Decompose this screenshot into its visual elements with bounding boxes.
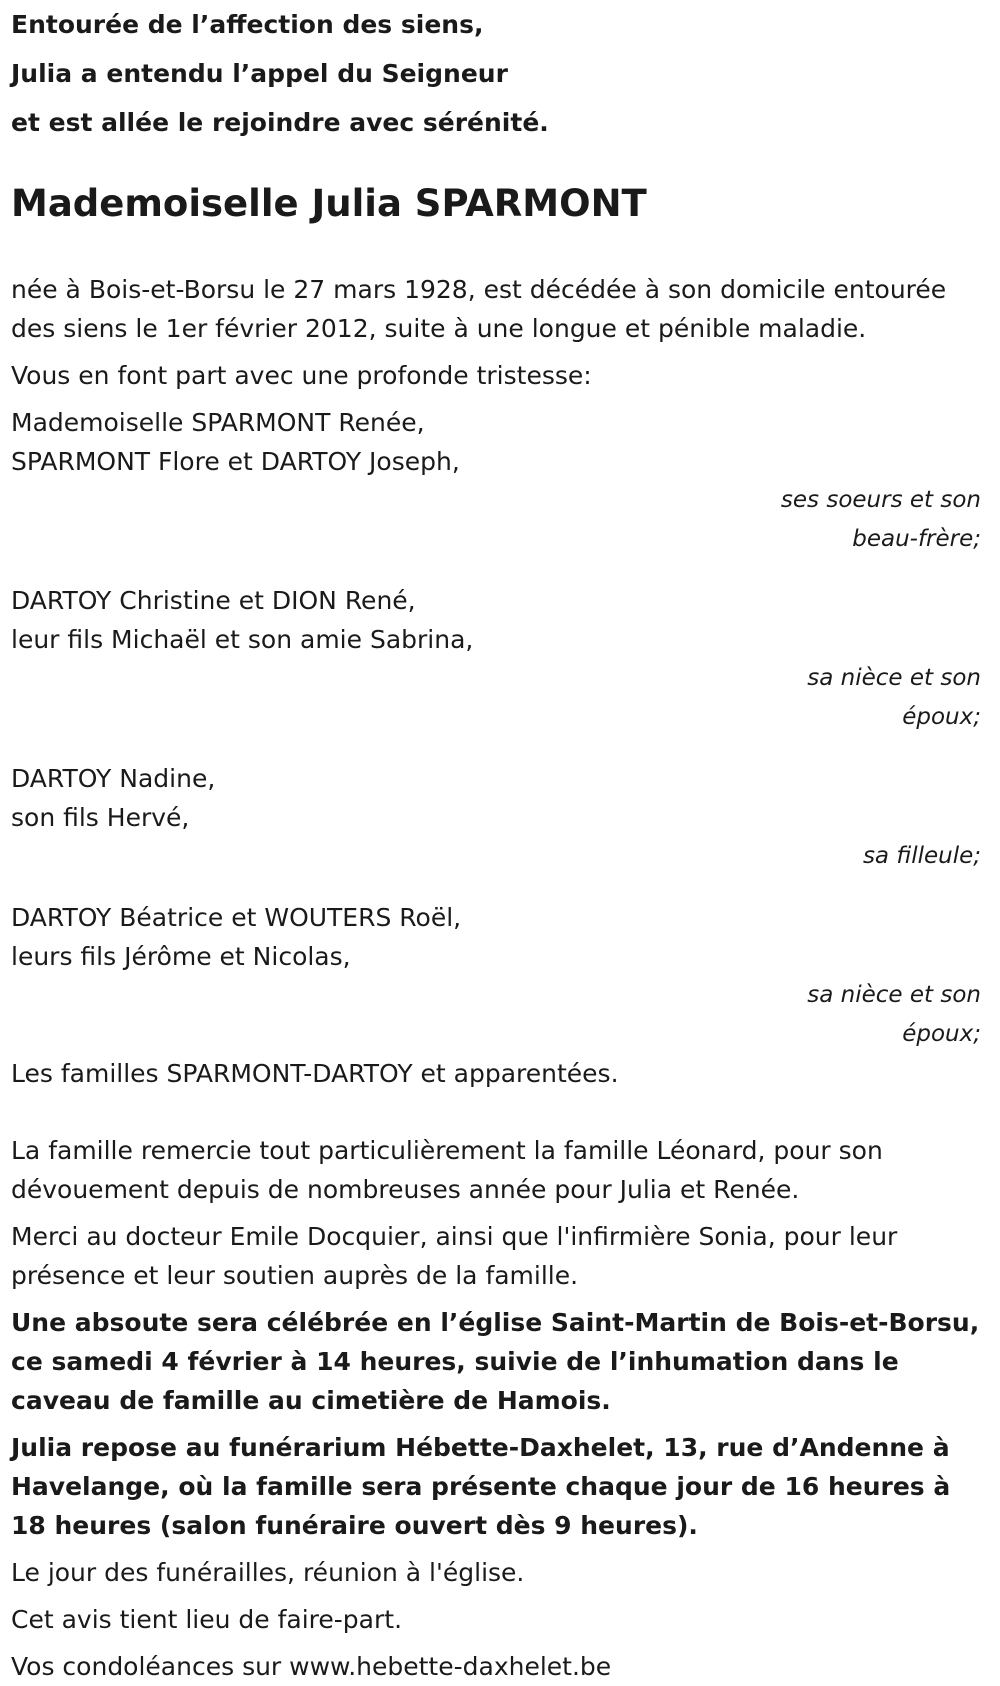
family-relation — [11, 481, 989, 559]
relation-line: sa filleule; — [862, 843, 981, 869]
relation-line: sa nièce et son — [807, 982, 981, 1008]
family-relation — [11, 976, 989, 1054]
intro-line-1: Entourée de l’affection des siens, — [11, 10, 484, 39]
intro-line-3: et est allée le rejoindre avec sérénité. — [11, 108, 549, 137]
announce-text: Vous en font part avec une profonde tristesse: — [11, 361, 592, 390]
family-name-line: son fils Hervé, — [11, 803, 190, 832]
family-name-line: SPARMONT Flore et DARTOY Joseph, — [11, 447, 460, 476]
funerarium-text: Julia repose au funérarium Hébette-Daxhelet, 13, rue d’Andenne à Havelange, où la famille sera présente chaque jour de 16 heures à 18 heures (salon funéraire ouvert dès 9 heures). — [11, 1433, 951, 1540]
family-relation — [11, 659, 989, 737]
family-group-goddaughter — [11, 759, 989, 876]
family-group-niece-christine — [11, 581, 989, 737]
meeting-text: Le jour des funérailles, réunion à l'église. — [11, 1558, 525, 1587]
ceremony-text: Une absoute sera célébrée en l’église Saint-Martin de Bois-et-Borsu, ce samedi 4 février à 14 heures, suivie de l’inhumation dans le caveau de famille au cimetière de Hamois. — [11, 1308, 980, 1415]
family-relation — [11, 837, 989, 876]
intro-line-2: Julia a entendu l’appel du Seigneur — [11, 59, 508, 88]
relation-line: époux; — [902, 1021, 981, 1047]
family-name-line: DARTOY Christine et DION René, — [11, 586, 416, 615]
notice-text: Cet avis tient lieu de faire-part. — [11, 1605, 403, 1634]
relation-line: sa nièce et son — [807, 665, 981, 691]
family-name-line: leurs fils Jérôme et Nicolas, — [11, 942, 351, 971]
relation-line: ses soeurs et son — [780, 487, 981, 513]
family-group-niece-beatrice — [11, 898, 989, 1054]
family-name-line: DARTOY Béatrice et WOUTERS Roël, — [11, 903, 462, 932]
family-name-line: leur fils Michaël et son amie Sabrina, — [11, 625, 474, 654]
relation-line: époux; — [902, 704, 981, 730]
family-group-sisters — [11, 403, 989, 559]
relation-line: beau-frère; — [852, 526, 981, 552]
obituary-page — [11, 0, 989, 1686]
birth-death-text: née à Bois-et-Borsu le 27 mars 1928, est décédée à son domicile entourée des siens le 1er février 2012, suite à une longue et pénible maladie. — [11, 275, 947, 343]
deceased-name: Mademoiselle Julia SPARMONT — [11, 182, 647, 225]
family-name-line: Mademoiselle SPARMONT Renée, — [11, 408, 425, 437]
condolences-text: Vos condoléances sur www.hebette-daxhelet.be — [11, 1652, 612, 1681]
thanks-leonard-text: La famille remercie tout particulièrement la famille Léonard, pour son dévouement depuis de nombreuses année pour Julia et Renée. — [11, 1136, 883, 1204]
intro-block — [11, 0, 989, 147]
family-name-line: DARTOY Nadine, — [11, 764, 216, 793]
families-text: Les familles SPARMONT-DARTOY et apparentées. — [11, 1059, 619, 1088]
thanks-doctor-text: Merci au docteur Emile Docquier, ainsi que l'infirmière Sonia, pour leur présence et leur soutien auprès de la famille. — [11, 1222, 898, 1290]
